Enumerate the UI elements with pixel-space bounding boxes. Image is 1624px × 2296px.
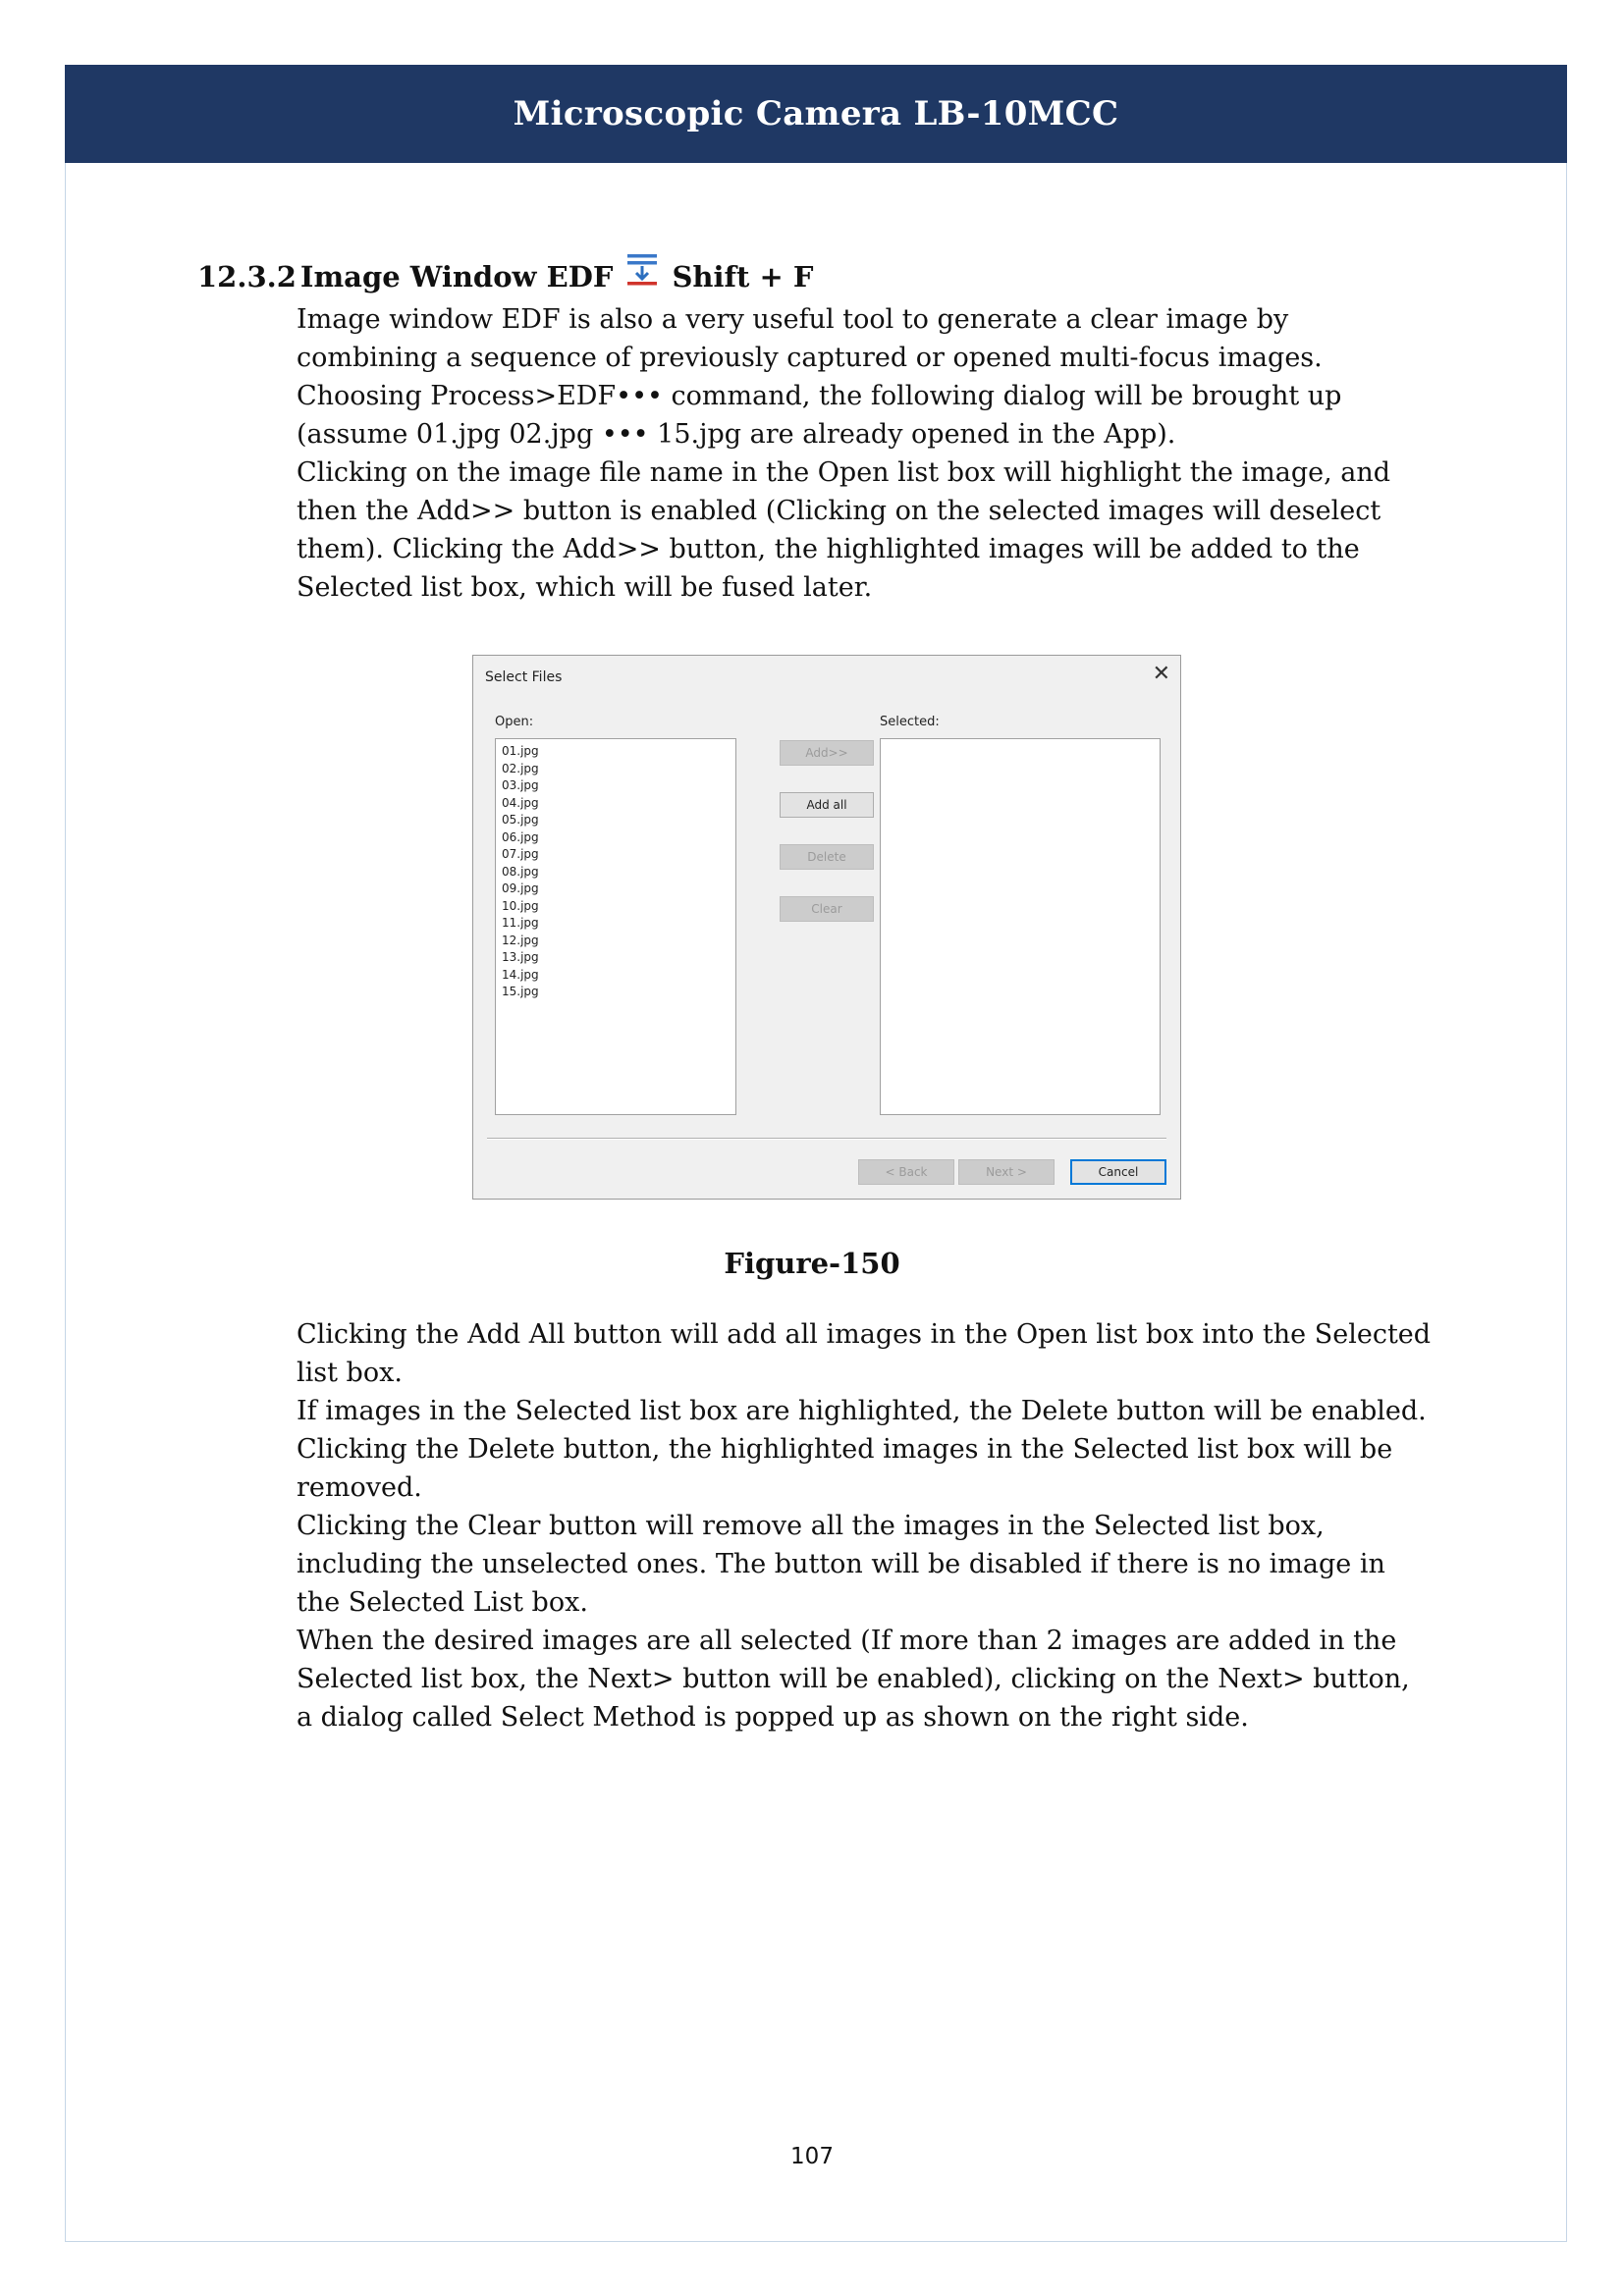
open-list-label: Open:: [495, 715, 534, 729]
dialog-separator: [487, 1138, 1166, 1140]
section-heading: [197, 257, 813, 296]
list-item[interactable]: 06.jpg: [502, 829, 539, 844]
paragraph-line: Selected list box, which will be fused later.: [297, 572, 873, 603]
list-item[interactable]: 05.jpg: [502, 813, 539, 827]
section-number: 12.3.2: [197, 260, 297, 294]
paragraph-line: When the desired images are all selected (If more than 2 images are added in the: [297, 1626, 1397, 1656]
section-title: Image Window EDF: [299, 260, 614, 294]
list-item[interactable]: 01.jpg: [502, 744, 539, 758]
list-item[interactable]: 03.jpg: [502, 778, 539, 792]
delete-button[interactable]: Delete: [780, 844, 874, 870]
header-title: Microscopic Camera LB-10MCC: [513, 94, 1119, 133]
list-item[interactable]: 12.jpg: [502, 933, 539, 947]
paragraph-line: including the unselected ones. The button will be disabled if there is no image in: [297, 1549, 1385, 1579]
open-list-box[interactable]: [495, 738, 736, 1115]
add-all-button[interactable]: Add all: [780, 792, 874, 818]
selected-list-label: Selected:: [880, 715, 940, 729]
select-files-dialog: [472, 655, 1181, 1200]
paragraph-line: Clicking the Delete button, the highlighted images in the Selected list box will be: [297, 1434, 1393, 1465]
page-header: [65, 65, 1567, 163]
paragraph-line: a dialog called Select Method is popped up as shown on the right side.: [297, 1702, 1249, 1733]
list-item[interactable]: 04.jpg: [502, 795, 539, 810]
selected-list-box[interactable]: [880, 738, 1161, 1115]
next-button[interactable]: Next >: [958, 1159, 1055, 1185]
back-button[interactable]: < Back: [858, 1159, 954, 1185]
list-item[interactable]: 14.jpg: [502, 967, 539, 982]
list-item[interactable]: 10.jpg: [502, 898, 539, 913]
paragraph-line: list box.: [297, 1358, 403, 1388]
page-number: 107: [790, 2144, 834, 2169]
paragraph-line: Clicking the Clear button will remove all the images in the Selected list box,: [297, 1511, 1325, 1541]
paragraph-line: them). Clicking the Add>> button, the highlighted images will be added to the: [297, 534, 1360, 564]
close-icon[interactable]: ✕: [1152, 662, 1170, 686]
list-item[interactable]: 09.jpg: [502, 881, 539, 895]
figure-caption: Figure-150: [724, 1247, 900, 1280]
explanation-paragraphs: [297, 1315, 1434, 1736]
paragraph-line: then the Add>> button is enabled (Clicking on the selected images will deselect: [297, 496, 1381, 526]
paragraph-line: the Selected List box.: [297, 1587, 588, 1618]
clear-button[interactable]: Clear: [780, 896, 874, 922]
list-item[interactable]: 08.jpg: [502, 864, 539, 879]
list-item[interactable]: 15.jpg: [502, 985, 539, 998]
dialog-title: Select Files: [485, 669, 563, 685]
paragraph-line: Clicking the Add All button will add all images in the Open list box into the Selected: [297, 1319, 1432, 1350]
paragraph-line: (assume 01.jpg 02.jpg ••• 15.jpg are already opened in the App).: [297, 419, 1176, 450]
paragraph-line: removed.: [297, 1472, 422, 1503]
list-item[interactable]: 11.jpg: [502, 916, 539, 930]
paragraph-line: Choosing Process>EDF••• command, the following dialog will be brought up: [297, 381, 1342, 411]
intro-paragraphs: [297, 300, 1434, 607]
add-button[interactable]: Add>>: [780, 740, 874, 766]
cancel-button[interactable]: Cancel: [1070, 1159, 1166, 1185]
edf-icon: [624, 251, 660, 291]
list-item[interactable]: 02.jpg: [502, 761, 539, 775]
paragraph-line: Selected list box, the Next> button will be enabled), clicking on the Next> button,: [297, 1664, 1410, 1694]
paragraph-line: Image window EDF is also a very useful tool to generate a clear image by: [297, 304, 1289, 335]
paragraph-line: If images in the Selected list box are highlighted, the Delete button will be enabled.: [297, 1396, 1427, 1426]
paragraph-line: combining a sequence of previously captured or opened multi-focus images.: [297, 343, 1323, 373]
list-item[interactable]: 13.jpg: [502, 950, 539, 964]
list-item[interactable]: 07.jpg: [502, 847, 539, 861]
section-shortcut: Shift + F: [672, 260, 814, 294]
paragraph-line: Clicking on the image file name in the Open list box will highlight the image, and: [297, 457, 1391, 488]
